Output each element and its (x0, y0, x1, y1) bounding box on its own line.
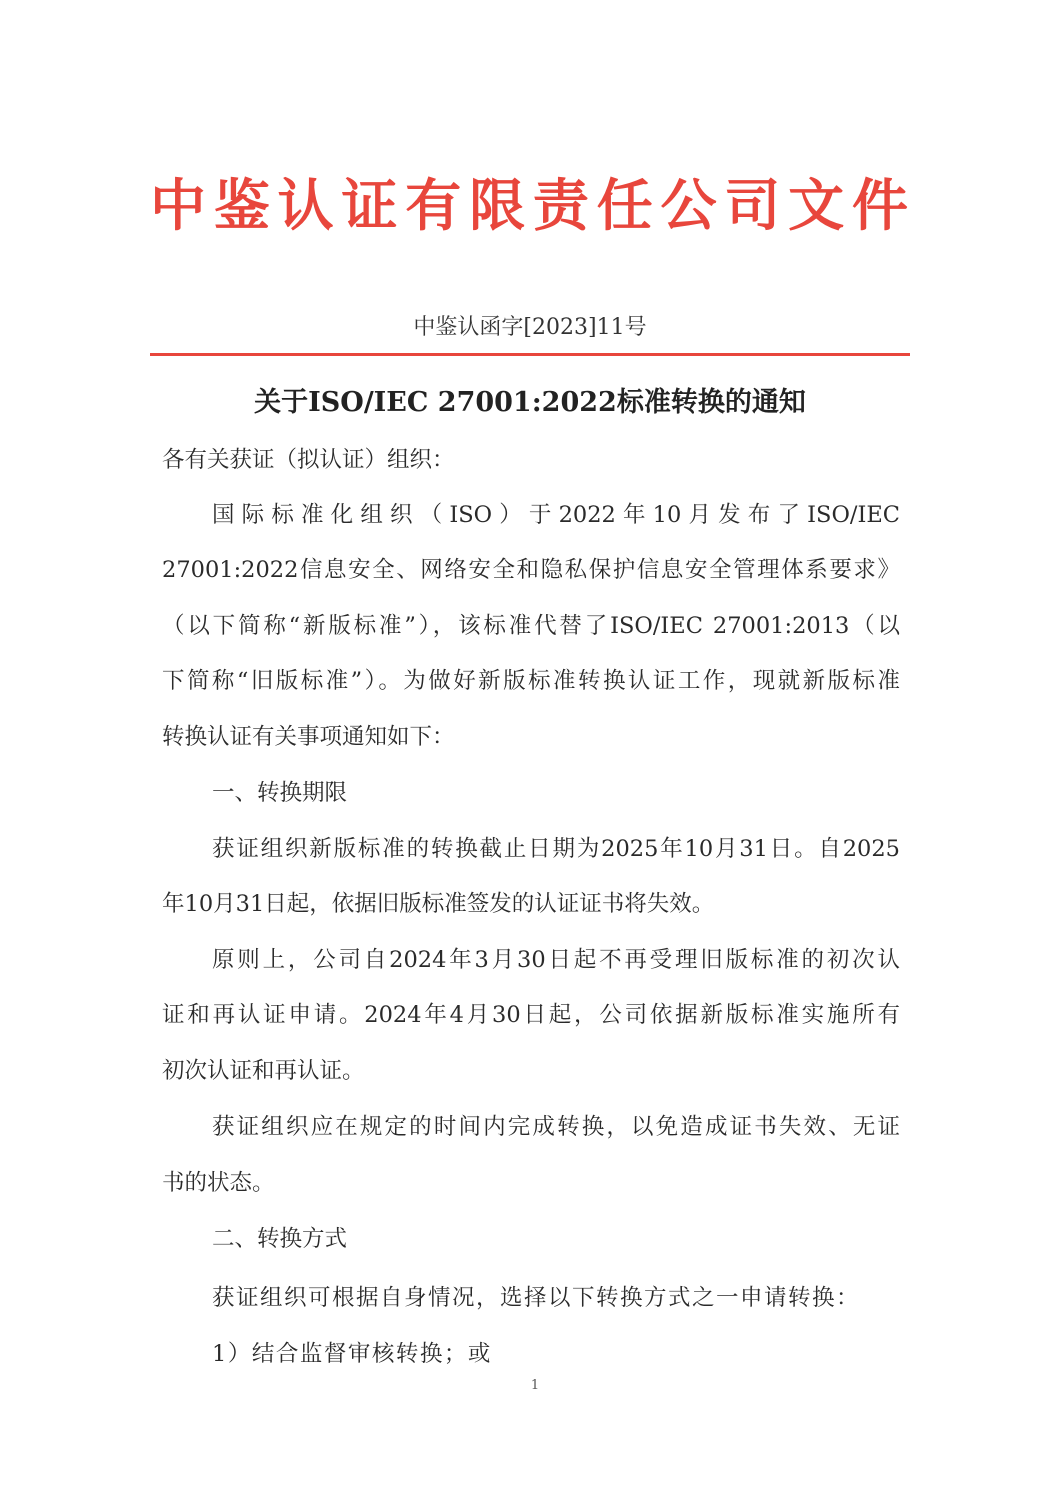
body-line: （以下简称“新版标准”），该标准代替了ISO/IEC 27001:2013（以 (162, 613, 900, 639)
body-line: 转换认证有关事项通知如下： (162, 724, 455, 750)
notice-title: 关于ISO/IEC 27001:2022标准转换的通知 (254, 387, 806, 418)
body-line: 获证组织可根据自身情况，选择以下转换方式之一申请转换： (212, 1285, 861, 1311)
page-number: 1 (530, 1378, 540, 1393)
body-line: 获证组织应在规定的时间内完成转换，以免造成证书失效、无证 (212, 1114, 900, 1140)
body-line: 初次认证和再认证。 (162, 1058, 365, 1084)
body-line: 年10月31日起，依据旧版标准签发的认证证书将失效。 (162, 891, 715, 917)
salutation: 各有关获证（拟认证）组织： (162, 447, 455, 473)
body-line: 27001:2022信息安全、网络安全和隐私保护信息安全管理体系要求》 (162, 557, 900, 583)
body-line: 证和再认证申请。2024年4月30日起，公司依据新版标准实施所有 (162, 1002, 900, 1028)
list-item: 1）结合监督审核转换；或 (212, 1341, 492, 1367)
section-heading: 一、转换期限 (212, 780, 348, 806)
body-line: 原则上，公司自2024年3月30日起不再受理旧版标准的初次认 (212, 947, 900, 973)
body-line: 国际标准化组织（ISO）于2022年10月发布了ISO/IEC (212, 502, 900, 528)
issuer-title: 中鉴认证有限责任公司文件 (150, 173, 910, 239)
body-line: 获证组织新版标准的转换截止日期为2025年10月31日。自2025 (212, 836, 900, 862)
document-number: 中鉴认函字[2023]11号 (413, 315, 647, 340)
body-line: 书的状态。 (162, 1170, 275, 1196)
section-heading: 二、转换方式 (212, 1226, 348, 1252)
body-line: 下简称“旧版标准”）。为做好新版标准转换认证工作，现就新版标准 (162, 668, 900, 694)
red-divider (150, 353, 910, 356)
